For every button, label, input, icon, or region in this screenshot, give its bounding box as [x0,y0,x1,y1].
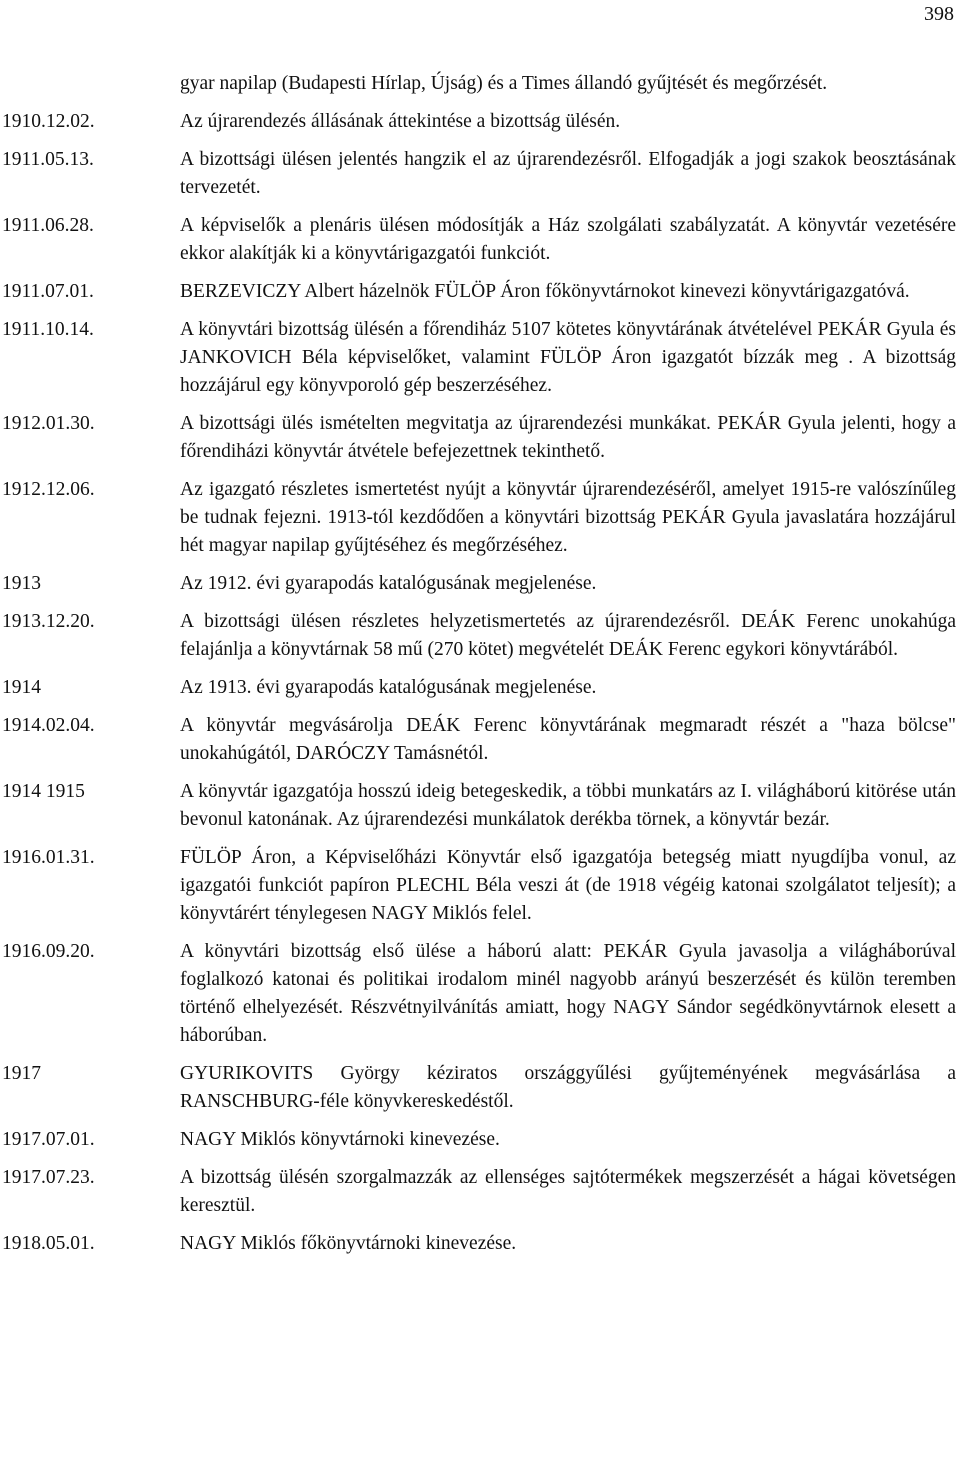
entry-date: 1914 [2,677,41,698]
entry-date: 1916.09.20. [2,941,95,962]
chronology-entry [0,146,960,202]
entry-date: 1918.05.01. [2,1233,95,1254]
entry-text: NAGY Miklós könyvtárnoki kinevezése. [180,1129,500,1150]
page-number: 398 [924,3,954,25]
chronology-entry [0,938,960,1050]
chronology-entry [0,1230,960,1258]
entry-date: 1912.01.30. [2,413,95,434]
chronology-entry [0,712,960,768]
chronology-entry [0,1126,960,1154]
entry-text: Az újrarendezés állásának áttekintése a bizottság ülésén. [180,111,621,132]
chronology-entry [0,674,960,702]
entry-date: 1914.02.04. [2,715,95,736]
entry-text: A bizottsági ülésen részletes helyzetismertetés az újrarendezésről. DEÁK Ferenc unokahúga felajánlja a könyvtárnak 58 mű (270 kötet) megvételét DEÁK Ferenc egykori könyvtárából. [180,611,956,660]
entry-date: 1917 [2,1063,41,1084]
chronology-entry [0,410,960,466]
entry-text: A képviselők a plenáris ülésen módosítják a Ház szolgálati szabályzatát. A könyvtár vezetésére ekkor alakítják ki a könyvtárigazgatói funkciót. [180,215,956,264]
chronology-entry [0,778,960,834]
entry-date: 1911.06.28. [2,215,94,236]
entry-date: 1913 [2,573,41,594]
chronology-entry [0,212,960,268]
chronology-entry [0,608,960,664]
entry-text: A bizottsági ülésen jelentés hangzik el az újrarendezésről. Elfogadják a jogi szakok beosztásának tervezetét. [180,149,956,198]
entry-text: A bizottság ülésén szorgalmazzák az ellenséges sajtótermékek megszerzését a hágai követségen keresztül. [180,1167,956,1216]
chronology-list [0,70,960,1268]
entry-text: A könyvtári bizottság ülésén a főrendiház 5107 kötetes könyvtárának átvételével PEKÁR Gyula és JANKOVICH Béla képviselőket, valamint FÜLÖP Áron igazgatót bízzák meg . A bizottság hozzájárul egy könyvporoló gép beszerzéséhez. [180,319,956,396]
entry-date: 1912.12.06. [2,479,95,500]
chronology-entry [0,316,960,400]
entry-text: Az 1912. évi gyarapodás katalógusának megjelenése. [180,573,597,594]
entry-text: Az 1913. évi gyarapodás katalógusának megjelenése. [180,677,597,698]
entry-text: Az igazgató részletes ismertetést nyújt a könyvtár újrarendezéséről, amelyet 1915-re valószínűleg be tudnak fejezni. 1913-tól kezdődően a könyvtári bizottság PEKÁR Gyula javaslatára hozzájárul hét magyar napilap gyűjtéséhez és megőrzéséhez. [180,479,956,556]
entry-date: 1917.07.23. [2,1167,95,1188]
entry-date: 1914 1915 [2,781,85,802]
entry-date: 1911.05.13. [2,149,94,170]
entry-text: A könyvtár igazgatója hosszú ideig betegeskedik, a többi munkatárs az I. világháború kitörése után bevonul katonának. Az újrarendezési munkálatok derékba törnek, a könyvtár bezár. [180,781,956,830]
entry-date: 1910.12.02. [2,111,95,132]
chronology-entry [0,278,960,306]
chronology-entry [0,476,960,560]
entry-date: 1911.10.14. [2,319,94,340]
entry-date: 1913.12.20. [2,611,95,632]
entry-text: NAGY Miklós főkönyvtárnoki kinevezése. [180,1233,517,1254]
chronology-entry [0,1060,960,1116]
chronology-entry [0,844,960,928]
entry-text: A bizottsági ülés ismételten megvitatja az újrarendezési munkákat. PEKÁR Gyula jelenti, hogy a főrendiházi könyvtár átvétele befejezettnek tekinthető. [180,413,956,462]
entry-text: FÜLÖP Áron, a Képviselőházi Könyvtár első igazgatója betegség miatt nyugdíjba vonul, az igazgatói funkciót papíron PLECHL Béla veszi át (de 1918 végéig katonai szolgálatot teljesít); a könyvtárért ténylegesen NAGY Miklós felel. [180,847,956,924]
chronology-entry [0,70,960,98]
entry-text: A könyvtári bizottság első ülése a háború alatt: PEKÁR Gyula javasolja a világháborúval foglalkozó katonai és politikai irodalom minél nagyobb arányú beszerzését és külön teremben történő elhelyezését. Részvétnyilvánítás amiatt, hogy NAGY Sándor segédkönyvtárnok elesett a háborúban. [180,941,956,1046]
chronology-entry [0,570,960,598]
chronology-entry [0,1164,960,1220]
entry-text: A könyvtár megvásárolja DEÁK Ferenc könyvtárának megmaradt részét a "haza bölcse" unokahúgától, DARÓCZY Tamásnétól. [180,715,956,764]
entry-date: 1916.01.31. [2,847,95,868]
entry-text: GYURIKOVITS György kéziratos országgyűlési gyűjteményének megvásárlása a RANSCHBURG-féle könyvkereskedéstől. [180,1063,956,1112]
entry-text: BERZEVICZY Albert házelnök FÜLÖP Áron főkönyvtárnokot kinevezi könyvtárigazgatóvá. [180,281,910,302]
entry-text: gyar napilap (Budapesti Hírlap, Újság) és a Times állandó gyűjtését és megőrzését. [180,73,828,94]
entry-date: 1911.07.01. [2,281,94,302]
chronology-entry [0,108,960,136]
entry-date: 1917.07.01. [2,1129,95,1150]
